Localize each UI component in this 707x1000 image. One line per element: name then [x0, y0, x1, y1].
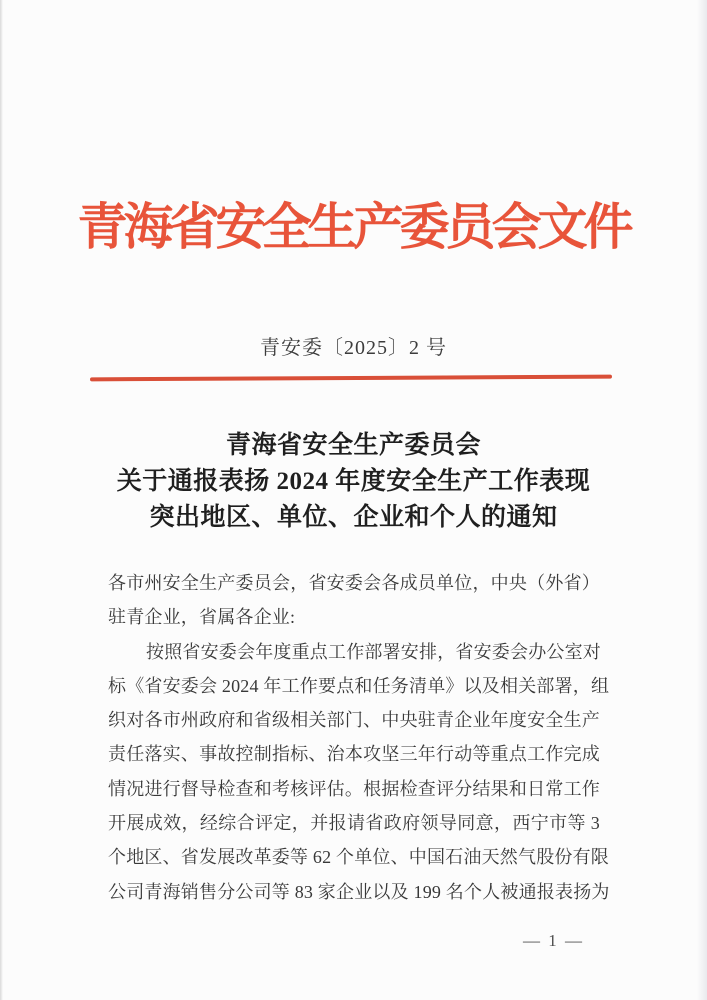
- body-line-5: 情况进行督导检查和考核评估。根据检查评分结果和日常工作: [108, 778, 600, 799]
- notice-title-line-3: 突出地区、单位、企业和个人的通知: [149, 504, 558, 531]
- salutation-line-1: 各市州安全生产委员会，省安委会各成员单位，中央（外省）: [108, 573, 600, 593]
- body-line-7: 个地区、省发展改革委等 62 个单位、中国石油天然气股份有限: [108, 847, 609, 868]
- body-line-2: 标《省安委会 2024 年工作要点和任务清单》以及相关部署，组: [108, 675, 610, 696]
- document-body: [108, 566, 610, 909]
- body-line-6: 开展成效，经综合评定，并报请省政府领导同意，西宁市等 3: [108, 813, 600, 834]
- notice-title-line-2: 关于通报表扬 2024 年度安全生产工作表现: [116, 468, 591, 495]
- page-number: — 1 —: [523, 931, 584, 950]
- red-separator-rule: [90, 375, 612, 381]
- body-line-3: 织对各市州政府和省级相关部门、中央驻青企业年度安全生产: [108, 710, 600, 731]
- salutation-line-2: 驻青企业，省属各企业:: [108, 607, 296, 628]
- body-line-8: 公司青海销售分公司等 83 家企业以及 199 名个人被通报表扬为: [108, 881, 610, 902]
- notice-title: [0, 428, 707, 536]
- document-number: 青安委〔2025〕2 号: [260, 337, 447, 359]
- notice-title-line-1: 青海省安全生产委员会: [225, 432, 481, 459]
- letterhead-title: 青海省安全生产委员会文件: [77, 199, 630, 255]
- body-line-4: 责任落实、事故控制指标、治本攻坚三年行动等重点工作完成: [108, 744, 600, 765]
- body-line-1: 按照省安委会年度重点工作部署安排，省安委会办公室对: [146, 641, 601, 662]
